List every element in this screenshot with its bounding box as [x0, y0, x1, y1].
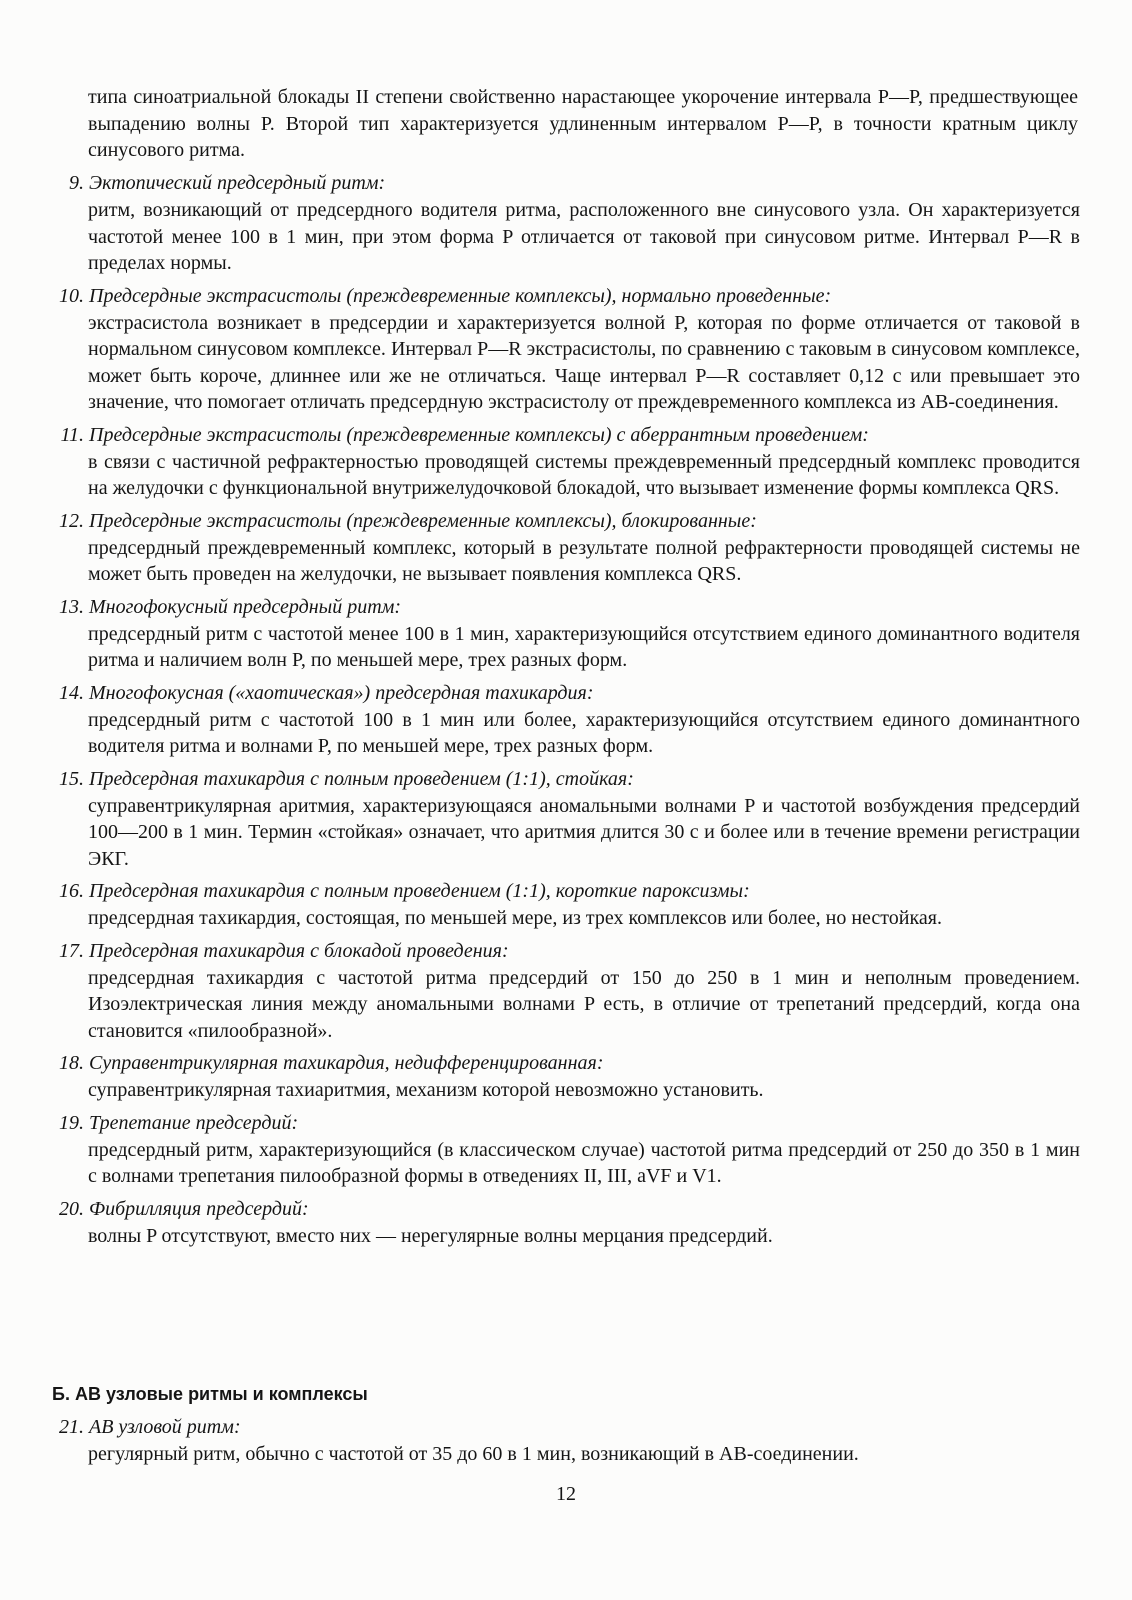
entry-definition: в связи с частичной рефрактерностью проводящей системы преждевременный предсердный комплекс проводится на желудочки с функциональной внутрижелудочковой блокадой, что вызывает изменение формы комплекса QRS. [88, 450, 1080, 499]
entry-heading [46, 508, 1080, 535]
list-item [46, 170, 1080, 277]
entry-number: 18. [59, 1052, 84, 1074]
entry-term: АВ узловой ритм: [89, 1416, 241, 1438]
entry-number: 17. [59, 939, 84, 962]
list-item [46, 938, 1080, 1045]
entry-heading [46, 422, 1080, 449]
entry-term: Предсердная тахикардия с полным проведением (1:1), короткие пароксизмы: [89, 880, 750, 902]
entry-number: 20. [59, 1197, 84, 1220]
entry-heading [46, 1196, 1080, 1223]
entry-number: 16. [59, 880, 84, 902]
entry-term: Фибрилляция предсердий: [89, 1197, 309, 1220]
entry-definition: ритм, возникающий от предсердного водителя ритма, расположенного вне синусового узла. Он характеризуется частотой менее 100 в 1 мин, при этом форма P отличается от таковой при синусовом ритме. Интервал P—R в пределах нормы. [88, 199, 1080, 274]
entry-heading [46, 680, 1080, 707]
entry-term: Предсердная тахикардия с блокадой проведения: [89, 939, 509, 962]
entry-definition: предсердный ритм с частотой 100 в 1 мин или более, характеризующийся отсутствием единого доминантного водителя ритма и волнами P, по меньшей мере, трех разных форм. [88, 708, 1080, 757]
entry-term: Предсердная тахикардия с полным проведением (1:1), стойкая: [89, 767, 634, 790]
list-item [46, 508, 1080, 588]
entry-number: 15. [59, 767, 84, 790]
list-item [46, 594, 1080, 674]
entry-term: Предсердные экстрасистолы (преждевременные комплексы), блокированные: [89, 509, 757, 532]
list-item [46, 680, 1080, 760]
entry-definition: суправентрикулярная аритмия, характеризующаяся аномальными волнами P и частотой возбуждения предсердий 100—200 в 1 мин. Термин «стойкая» означает, что аритмия длится 30 с и более или в течение времени регистрации ЭКГ. [88, 794, 1080, 870]
intro-paragraph: типа синоатриальной блокады II степени свойственно нарастающее укорочение интервала P—P, предшествующее выпадению волны P. Второй тип характеризуется удлиненным интервалом P—P, в точности кратным циклу синусового ритма. [88, 86, 1078, 161]
page-number: 12 [556, 1483, 576, 1505]
entry-heading [46, 1050, 1080, 1077]
list-item [46, 1110, 1080, 1190]
entry-definition: предсердная тахикардия с частотой ритма предсердий от 150 до 250 в 1 мин и неполным проведением. Изоэлектрическая линия между аномальными волнами P есть, в отличие от трепетаний предсердий, когда она становится «пилообразной». [88, 966, 1080, 1042]
list-item [46, 1196, 1080, 1250]
entry-term: Суправентрикулярная тахикардия, недифференцированная: [89, 1052, 604, 1074]
entry-definition: предсердный ритм, характеризующийся (в классическом случае) частотой ритма предсердий от 250 до 350 в 1 мин с волнами трепетания пилообразной формы в отведениях II, III, aVF и V1. [88, 1138, 1080, 1187]
entry-heading [46, 1414, 1080, 1441]
entry-heading [46, 766, 1080, 793]
entry-definition: предсердная тахикардия, состоящая, по меньшей мере, из трех комплексов или более, но нестойкая. [88, 907, 942, 929]
list-item [46, 422, 1080, 502]
entry-definition: суправентрикулярная тахиаритмия, механизм которой невозможно установить. [88, 1079, 764, 1101]
list-item [46, 766, 1080, 873]
entry-definition: регулярный ритм, обычно с частотой от 35 до 60 в 1 мин, возникающий в АВ-соединении. [88, 1443, 859, 1465]
entry-number: 21. [59, 1416, 84, 1438]
entry-number: 14. [59, 681, 84, 704]
entry-definition: предсердный ритм с частотой менее 100 в 1 мин, характеризующийся отсутствием единого доминантного водителя ритма и наличием волн P, по меньшей мере, трех разных форм. [88, 622, 1080, 671]
entry-definition: волны P отсутствуют, вместо них — нерегулярные волны мерцания предсердий. [88, 1224, 773, 1247]
list-item [46, 283, 1080, 416]
entry-term: Предсердные экстрасистолы (преждевременные комплексы), нормально проведенные: [89, 284, 832, 307]
entry-heading [46, 878, 1080, 905]
list-item [46, 878, 1080, 932]
section-heading: Б. АВ узловые ритмы и комплексы [52, 1384, 368, 1404]
entry-number: 19. [59, 1111, 84, 1134]
list-item [46, 1050, 1080, 1104]
entry-term: Многофокусный предсердный ритм: [89, 595, 402, 618]
entry-number: 11. [60, 423, 84, 446]
list-item [46, 1414, 1080, 1468]
entry-term: Эктопический предсердный ритм: [89, 172, 386, 194]
entry-number: 12. [59, 509, 84, 532]
definition-list [46, 170, 1080, 1255]
entry-heading [46, 1110, 1080, 1137]
entry-heading [46, 170, 1080, 197]
entry-number: 10. [59, 284, 84, 307]
entry-number: 13. [59, 595, 84, 618]
entry-term: Многофокусная («хаотическая») предсердная тахикардия: [89, 681, 594, 704]
entry-term: Трепетание предсердий: [89, 1111, 299, 1134]
entry-definition: предсердный преждевременный комплекс, который в результате полной рефрактерности проводящей системы не может быть проведен на желудочки, не вызывает появления комплекса QRS. [88, 536, 1080, 585]
entry-heading [46, 938, 1080, 965]
entry-definition: экстрасистола возникает в предсердии и характеризуется волной P, которая по форме отличается от таковой в нормальном синусовом комплексе. Интервал P—R экстрасистолы, по сравнению с таковым в синусовом комплексе, может быть короче, длиннее или же не отличаться. Чаще интервал P—R составляет 0,12 с или превышает это значение, что помогает отличать предсердную экстрасистолу от преждевременного комплекса из АВ-соединения. [88, 311, 1080, 413]
entry-term: Предсердные экстрасистолы (преждевременные комплексы) с аберрантным проведением: [89, 423, 869, 446]
entry-number: 9. [69, 172, 84, 194]
entry-heading [46, 594, 1080, 621]
entry-heading [46, 283, 1080, 310]
